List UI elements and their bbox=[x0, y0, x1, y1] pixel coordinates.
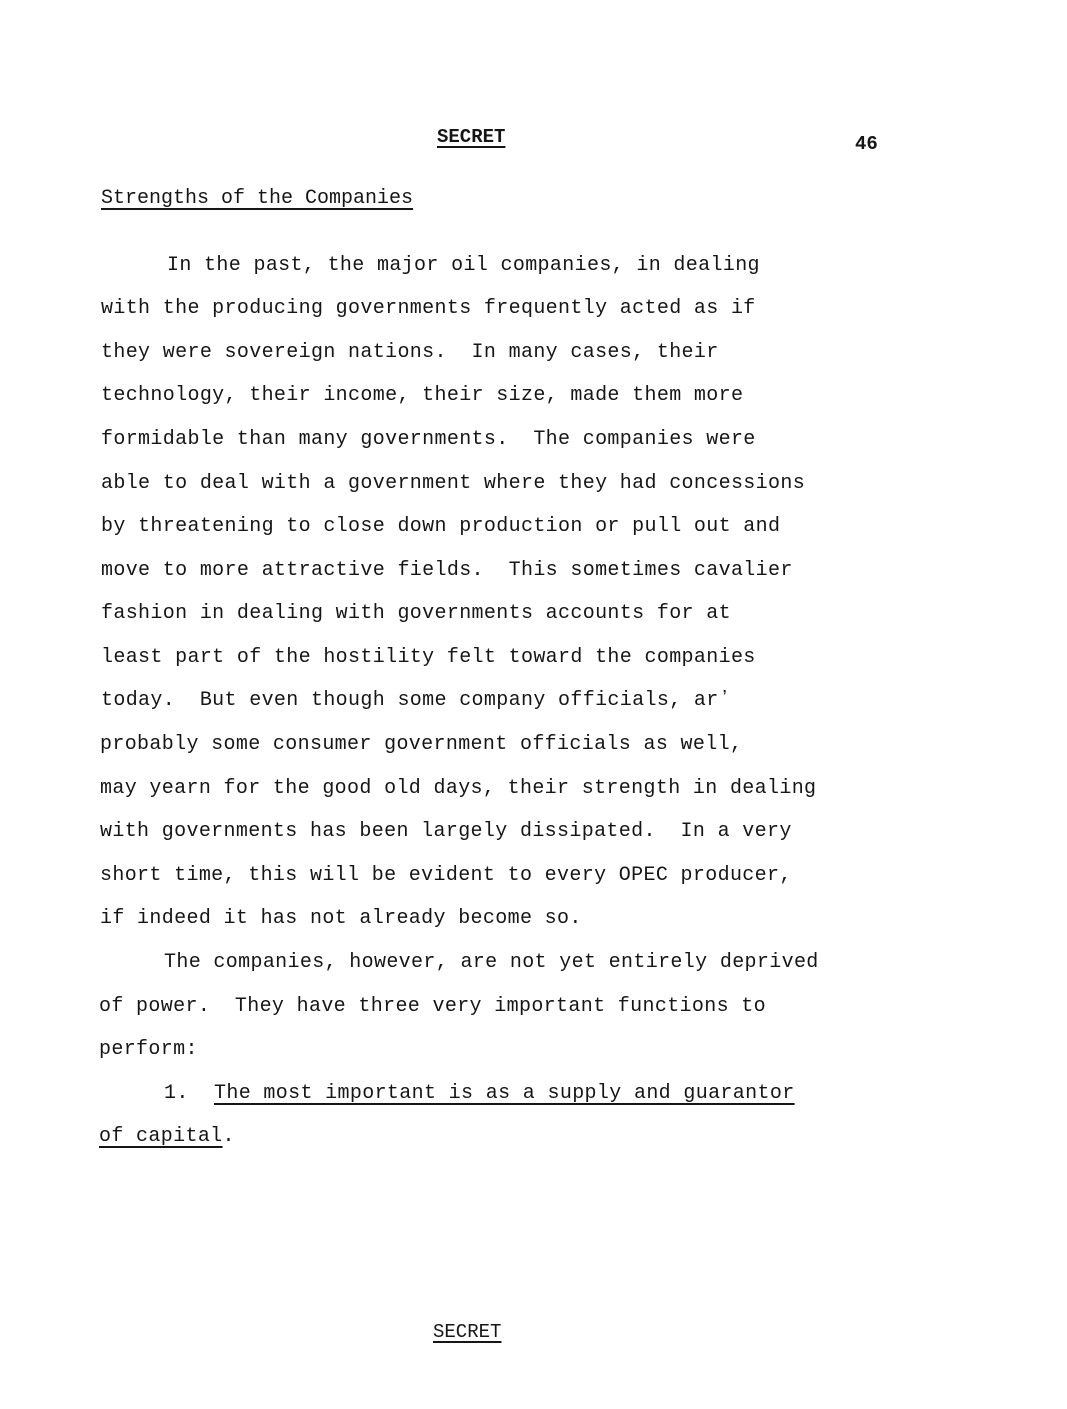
paragraph-line: of power. They have three very important functions to bbox=[99, 995, 767, 1018]
paragraph-line: In the past, the major oil companies, in dealing bbox=[167, 254, 760, 277]
paragraph-line: if indeed it has not already become so. bbox=[100, 907, 582, 930]
list-item-continuation bbox=[99, 1125, 235, 1148]
paragraph-line: The companies, however, are not yet entirely deprived bbox=[164, 951, 819, 974]
list-item-text-underlined: The most important is as a supply and guarantor bbox=[214, 1082, 795, 1105]
header-classification-marking: SECRET bbox=[437, 126, 506, 148]
paragraph-line: perform: bbox=[99, 1038, 198, 1061]
paragraph-line: they were sovereign nations. In many cases, their bbox=[101, 341, 719, 364]
paragraph-line: short time, this will be evident to every OPEC producer, bbox=[100, 864, 792, 887]
paragraph-line: by threatening to close down production or pull out and bbox=[101, 515, 781, 538]
section-heading: Strengths of the Companies bbox=[101, 187, 414, 210]
list-item-text-underlined: of capital bbox=[99, 1125, 223, 1148]
footer-classification-marking: SECRET bbox=[433, 1321, 502, 1343]
list-item-number: 1. bbox=[164, 1082, 189, 1105]
paragraph-line: formidable than many governments. The companies were bbox=[101, 428, 756, 451]
paragraph-line: with governments has been largely dissipated. In a very bbox=[100, 820, 792, 843]
paragraph-line: technology, their income, their size, made them more bbox=[101, 384, 744, 407]
page-number: 46 bbox=[855, 133, 878, 155]
paragraph-line: today. But even though some company officials, arʼ bbox=[101, 689, 731, 712]
paragraph-line: with the producing governments frequently acted as if bbox=[101, 297, 756, 320]
list-item-period: . bbox=[222, 1125, 235, 1148]
paragraph-line: move to more attractive fields. This sometimes cavalier bbox=[101, 559, 793, 582]
paragraph-line: fashion in dealing with governments accounts for at bbox=[101, 602, 731, 625]
paragraph-line: least part of the hostility felt toward the companies bbox=[101, 646, 756, 669]
paragraph-line: probably some consumer government officials as well, bbox=[100, 733, 743, 756]
paragraph-line: able to deal with a government where they had concessions bbox=[101, 472, 806, 495]
paragraph-line: may yearn for the good old days, their strength in dealing bbox=[100, 777, 817, 800]
